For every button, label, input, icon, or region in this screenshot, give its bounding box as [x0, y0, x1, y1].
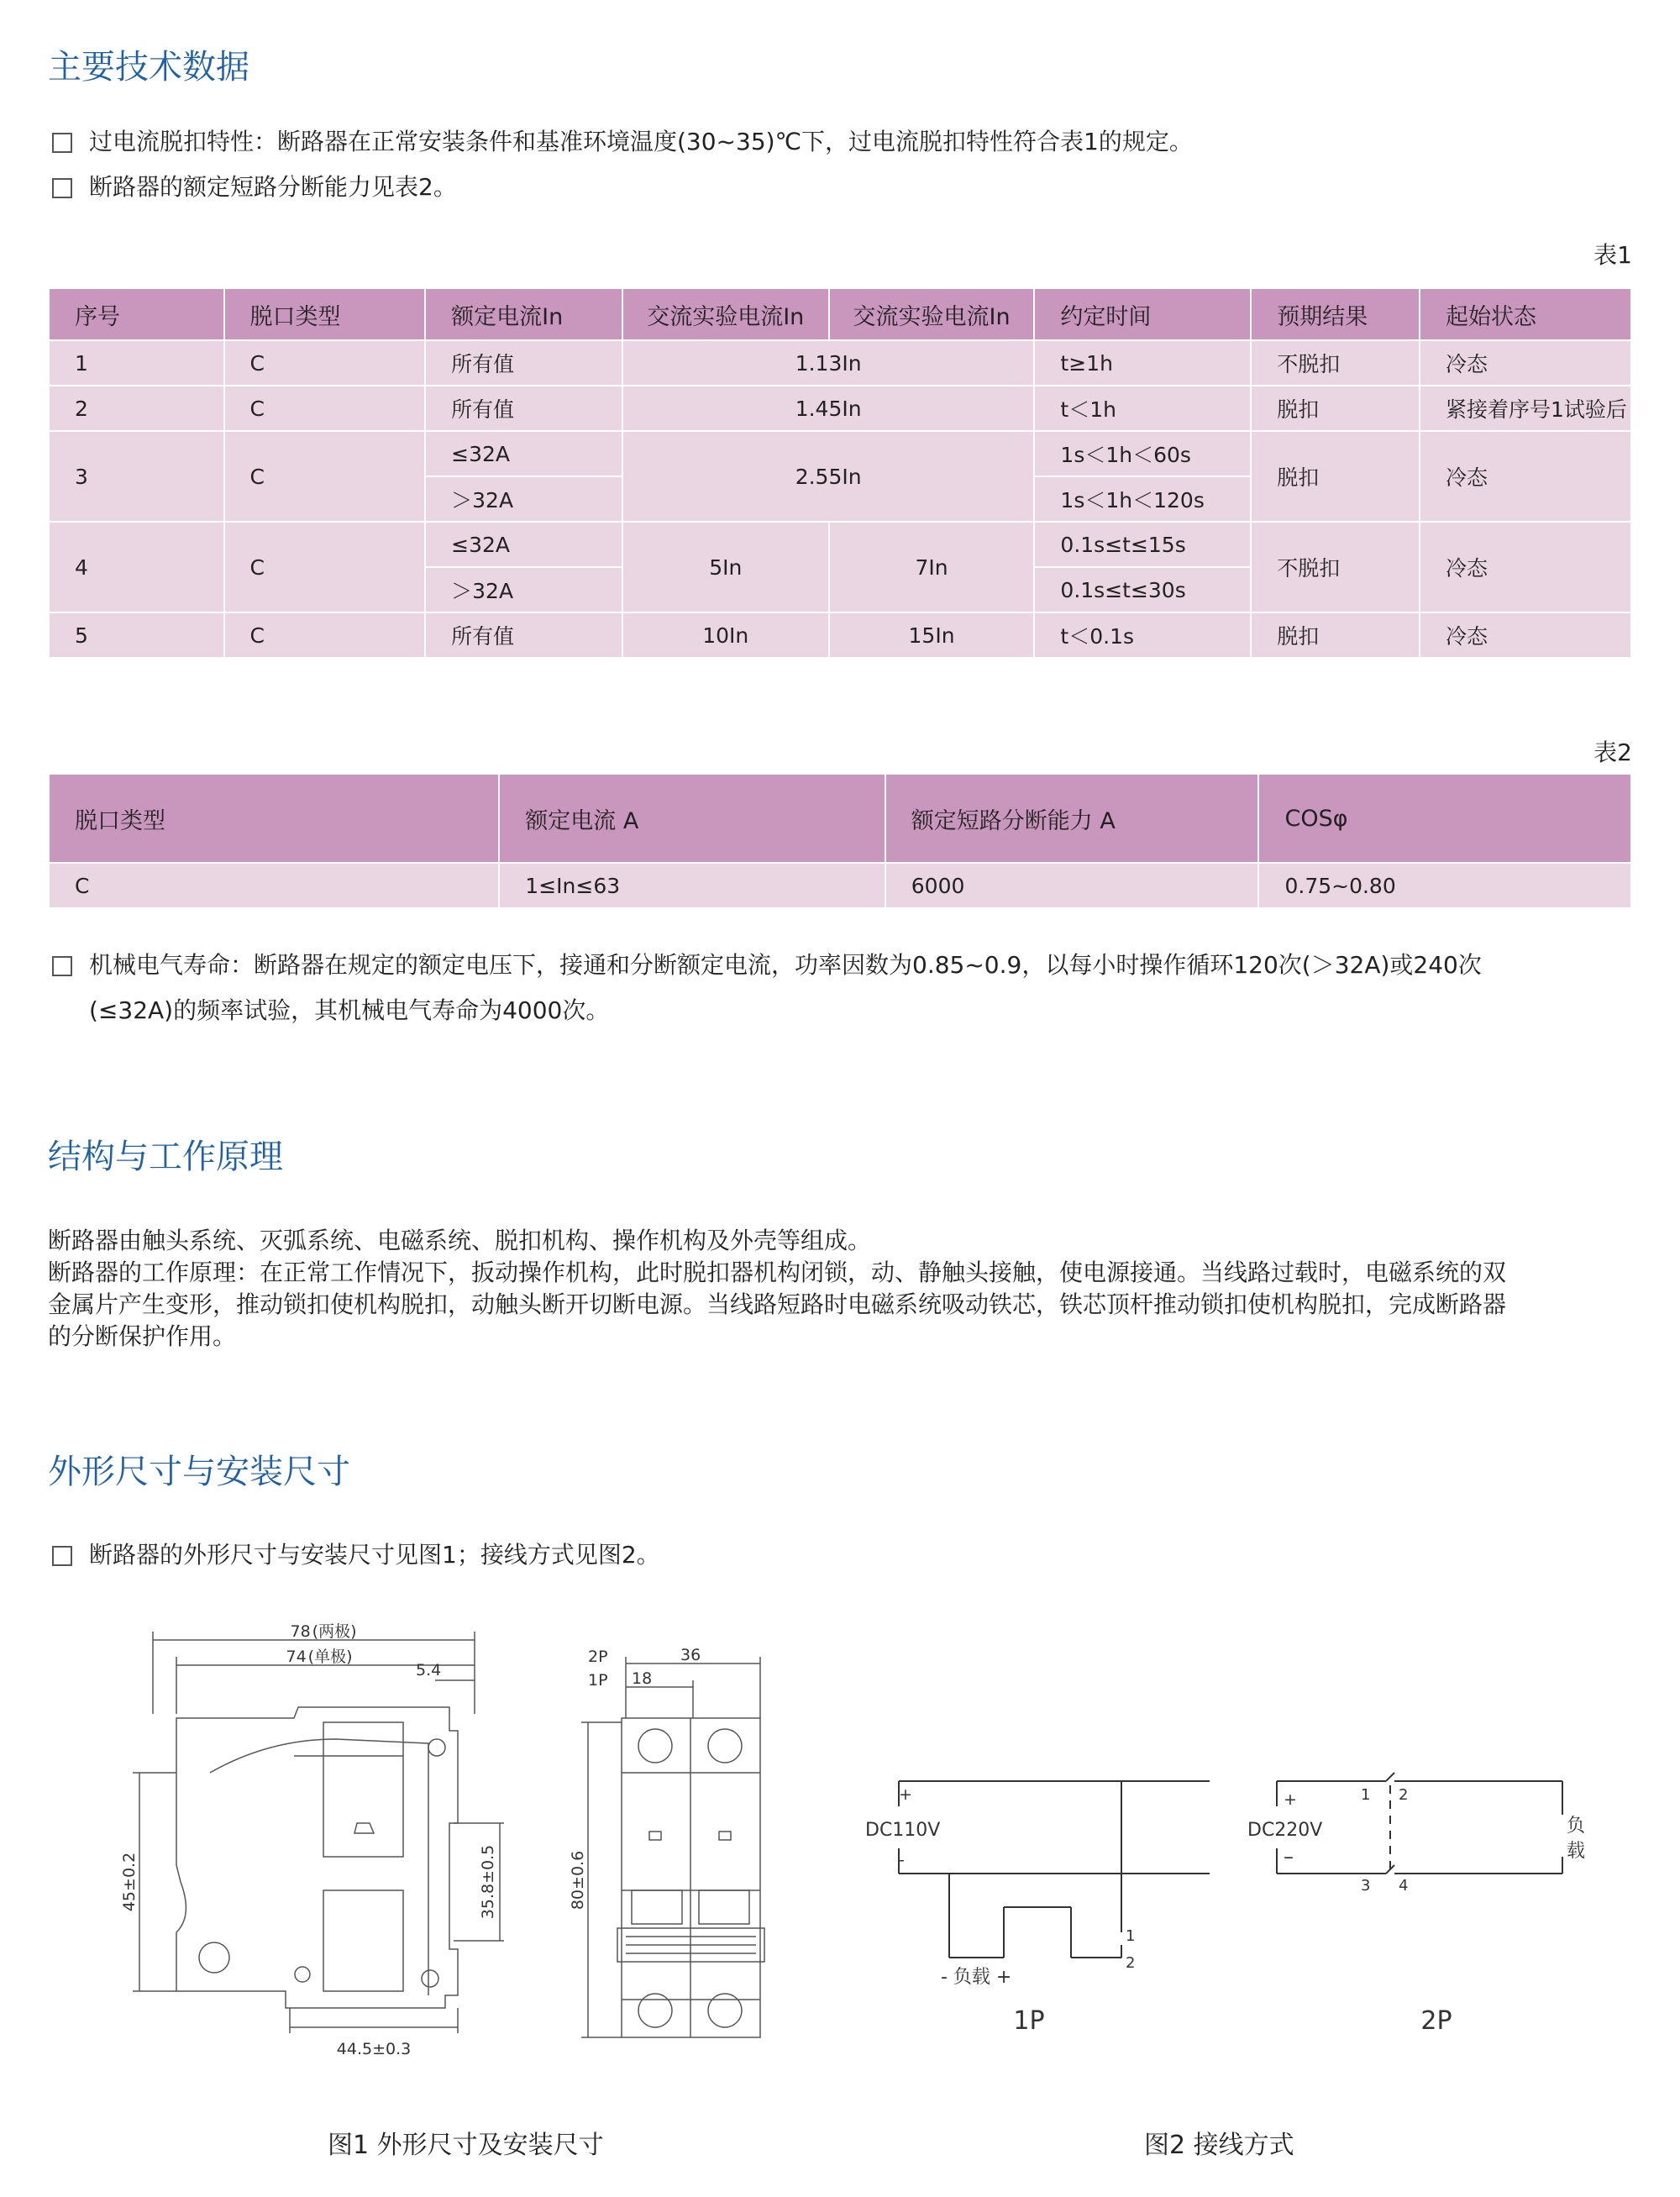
dim-78-label	[290, 1621, 356, 1641]
cell: 1≤In≤63	[499, 863, 885, 908]
cell: 冷态	[1420, 431, 1631, 522]
header-cell: 额定电流 A	[499, 774, 885, 863]
cell: 0.1s≤t≤15s	[1034, 522, 1251, 567]
dim-44-5-label: 44.5±0.3	[336, 2040, 412, 2058]
header-cell: COSφ	[1258, 774, 1631, 863]
table-row	[49, 863, 1631, 908]
header-cell: 额定短路分断能力 A	[885, 774, 1259, 863]
cell: 1s＜1h＜60s	[1034, 431, 1251, 476]
cell: 15In	[829, 612, 1035, 658]
paragraph-line: 的分断保护作用。	[48, 1322, 237, 1350]
dim-80-label: 80±0.6	[569, 1850, 587, 1911]
dim-value: 78	[290, 1622, 311, 1641]
dim-2p-label: 2P	[588, 1648, 608, 1666]
cell: C	[224, 340, 426, 386]
cell: 4	[49, 522, 224, 612]
cell: 1.45In	[622, 386, 1035, 431]
table-row	[49, 431, 1631, 476]
table-row	[49, 612, 1631, 658]
cell: 脱扣	[1251, 612, 1420, 658]
checkbox-icon	[52, 178, 72, 198]
bullet-short-circuit	[52, 171, 457, 203]
cell: t≥1h	[1034, 340, 1251, 386]
cell: 2	[49, 386, 224, 431]
cell: 0.1s≤t≤30s	[1034, 567, 1251, 612]
cell: 所有值	[425, 340, 622, 386]
bullet-overcurrent	[52, 126, 1193, 158]
header-cell: 交流实验电流In	[622, 288, 829, 340]
table-row	[49, 340, 1631, 386]
cell: ＞32A	[425, 567, 622, 612]
figure1-caption: 图1 外形尺寸及安装尺寸	[328, 2131, 604, 2160]
table-2	[48, 773, 1632, 909]
cell: 所有值	[425, 612, 622, 658]
wiring-2p-diagram	[1243, 1739, 1630, 2050]
cell: 2.55In	[622, 431, 1035, 522]
header-cell: 脱口类型	[49, 774, 499, 863]
terminal-4: 4	[1399, 1877, 1409, 1895]
dim-45-label: 45±0.2	[120, 1852, 139, 1912]
breaker-side-view-drawing	[118, 1613, 504, 2067]
cell: 冷态	[1420, 340, 1631, 386]
bullet-text: 断路器的外形尺寸与安装尺寸见图1；接线方式见图2。	[89, 1541, 660, 1569]
label-2p: 2P	[1420, 2006, 1452, 2036]
plus-sign: +	[1284, 1790, 1297, 1809]
dc110-label: DC110V	[865, 1820, 941, 1841]
cell: t＜0.1s	[1034, 612, 1251, 658]
cell: 不脱扣	[1251, 340, 1420, 386]
header-cell: 额定电流In	[425, 288, 622, 340]
cell: 7In	[829, 522, 1035, 612]
table-header-row	[49, 774, 1631, 863]
cell: 冷态	[1420, 522, 1631, 612]
wiring-1p-diagram	[848, 1739, 1218, 2050]
table1-label: 表1	[1593, 241, 1632, 269]
cell: 3	[49, 431, 224, 522]
checkbox-icon	[52, 956, 72, 976]
cell: 10In	[622, 612, 829, 658]
breaker-front-view-drawing	[571, 1647, 790, 2058]
load-label-v2: 载	[1567, 1841, 1586, 1862]
cell: t＜1h	[1034, 386, 1251, 431]
structure-text	[48, 1225, 1644, 1353]
cell: 冷态	[1420, 612, 1631, 658]
dim-35-8-label: 35.8±0.5	[479, 1844, 497, 1920]
table2-label: 表2	[1593, 738, 1632, 766]
header-cell: 起始状态	[1420, 288, 1631, 340]
table-row	[49, 386, 1631, 431]
paragraph-line: 断路器由触头系统、灭弧系统、电磁系统、脱扣机构、操作机构及外壳等组成。	[48, 1227, 872, 1254]
cell: C	[224, 386, 426, 431]
cell: ≤32A	[425, 522, 622, 567]
figure2-caption: 图2 接线方式	[1144, 2131, 1294, 2160]
minus-sign: –	[1284, 1845, 1294, 1869]
cell: 所有值	[425, 386, 622, 431]
section-title-tech: 主要技术数据	[48, 48, 249, 87]
cell: 5	[49, 612, 224, 658]
table-row	[49, 522, 1631, 567]
cell: 紧接着序号1试验后	[1420, 386, 1631, 431]
table-header-row	[49, 288, 1631, 340]
section-title-structure: 结构与工作原理	[48, 1138, 283, 1176]
dim-note: (单极)	[307, 1648, 353, 1666]
dim-18-label: 18	[632, 1669, 653, 1688]
cell: ＞32A	[425, 476, 622, 522]
dim-5-4-label: 5.4	[416, 1661, 442, 1679]
terminal-2: 2	[1399, 1786, 1409, 1804]
bullet-text: 断路器的额定短路分断能力见表2。	[89, 173, 457, 201]
checkbox-icon	[52, 1546, 72, 1566]
header-cell: 脱口类型	[224, 288, 426, 340]
dim-note: (两极)	[312, 1622, 357, 1641]
load-label-v1: 负	[1567, 1816, 1586, 1837]
cell: 不脱扣	[1251, 522, 1420, 612]
terminal-3: 3	[1361, 1877, 1371, 1895]
dim-value: 74	[286, 1648, 307, 1666]
label-1p: 1P	[1013, 2006, 1045, 2036]
cell: 脱扣	[1251, 386, 1420, 431]
dim-36-label: 36	[680, 1646, 701, 1664]
cell: C	[49, 863, 499, 908]
checkbox-icon	[52, 133, 72, 153]
cell: C	[224, 431, 426, 522]
bullet-text: 机械电气寿命：断路器在规定的额定电压下，接通和分断额定电流，功率因数为0.85~0.9，以每小时操作循环120次(＞32A)或240次	[89, 951, 1482, 979]
header-cell: 预期结果	[1251, 288, 1420, 340]
cell: 1	[49, 340, 224, 386]
bullet-life-cont: (≤32A)的频率试验，其机械电气寿命为4000次。	[89, 996, 610, 1024]
terminal-1: 1	[1361, 1786, 1371, 1804]
dim-1p-label: 1P	[588, 1671, 608, 1690]
header-cell: 交流实验电流In	[829, 288, 1035, 340]
dim-74-label	[286, 1647, 352, 1666]
header-cell: 约定时间	[1034, 288, 1251, 340]
plus-sign: +	[899, 1785, 912, 1804]
cell: 0.75~0.80	[1258, 863, 1631, 908]
bullet-text: 过电流脱扣特性：断路器在正常安装条件和基准环境温度(30~35)℃下，过电流脱扣特性符合表1的规定。	[89, 128, 1193, 155]
minus-sign: -	[899, 1851, 905, 1869]
cell: 1.13In	[622, 340, 1035, 386]
cell: 5In	[622, 522, 829, 612]
cell: 1s＜1h＜120s	[1034, 476, 1251, 522]
section-title-dimensions: 外形尺寸与安装尺寸	[48, 1453, 350, 1491]
terminal-2: 2	[1126, 1954, 1136, 1972]
table-1	[48, 287, 1632, 659]
cell: ≤32A	[425, 431, 622, 476]
cell: C	[224, 522, 426, 612]
cell: 脱扣	[1251, 431, 1420, 522]
dc220-label: DC220V	[1247, 1820, 1323, 1841]
paragraph-line: 金属片产生变形，推动锁扣使机构脱扣，动触头断开切断电源。当线路短路时电磁系统吸动铁芯，铁芯顶杆推动锁扣使机构脱扣，完成断路器	[48, 1290, 1507, 1318]
bullet-dimensions	[52, 1539, 660, 1571]
cell: 6000	[885, 863, 1259, 908]
paragraph-line: 断路器的工作原理：在正常工作情况下，扳动操作机构，此时脱扣器机构闭锁，动、静触头接触，使电源接通。当线路过载时，电磁系统的双	[48, 1259, 1507, 1286]
header-cell: 序号	[49, 288, 224, 340]
bullet-life	[52, 949, 1482, 981]
cell: C	[224, 612, 426, 658]
load-label-1p: - 负载 +	[941, 1967, 1012, 1988]
terminal-1: 1	[1126, 1927, 1136, 1945]
